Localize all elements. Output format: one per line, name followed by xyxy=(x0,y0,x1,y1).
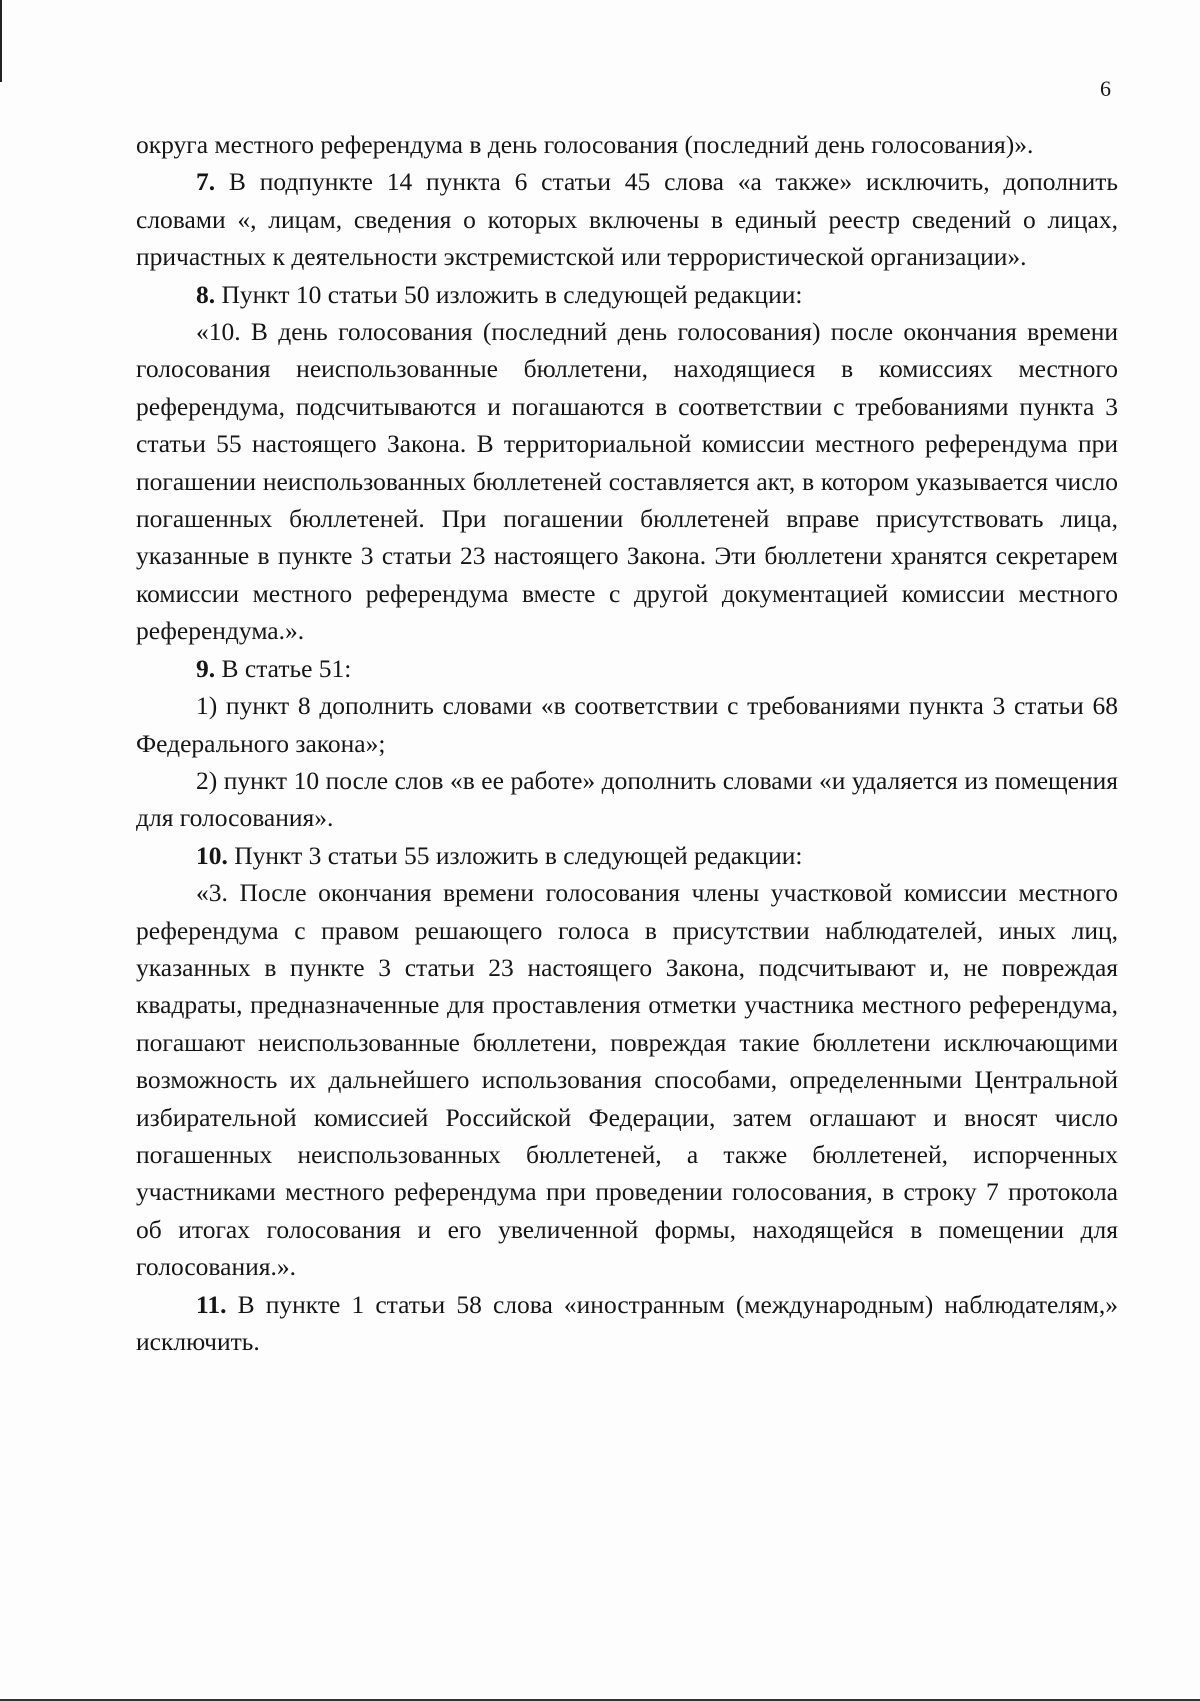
paragraph-text: В пункте 1 статьи 58 слова «иностранным (международным) наблюдателям,» исключить. xyxy=(136,1289,1118,1356)
paragraph-text: 1) пункт 8 дополнить словами «в соответствии с требованиями пункта 3 статьи 68 Федерального закона»; xyxy=(136,691,1118,758)
paragraph-item-8 xyxy=(136,276,1118,313)
paragraph-text: В подпункте 14 пункта 6 статьи 45 слова «а также» исключить, дополнить словами «, лицам, сведения о которых включены в единый реестр сведений о лицах, причастных к деятельности экстремистской или террористической организации». xyxy=(136,167,1118,272)
paragraph-number: 8. xyxy=(196,279,216,309)
paragraph-text: Пункт 10 статьи 50 изложить в следующей редакции: xyxy=(215,279,803,309)
scan-edge-left xyxy=(0,0,2,82)
paragraph-number: 9. xyxy=(196,653,216,683)
paragraph-text: «10. В день голосования (последний день голосования) после окончания времени голосования неиспользованные бюллетени, находящиеся в комиссиях местного референдума, подсчитываются и погашаются в соответствии с требованиями пункта 3 статьи 55 настоящего Закона. В территориальной комиссии местного референдума при погашении неиспользованных бюллетеней составляется акт, в котором указывается число погашенных бюллетеней. При погашении бюллетеней вправе присутствовать лица, указанные в пункте 3 статьи 23 настоящего Закона. Эти бюллетени хранятся секретарем комиссии местного референдума вместе с другой документацией комиссии местного референдума.». xyxy=(136,317,1118,646)
paragraph-text: «3. После окончания времени голосования члены участковой комиссии местного референдума с правом решающего голоса в присутствии наблюдателей, иных лиц, указанных в пункте 3 статьи 23 настоящего Закона, подсчитывают и, не повреждая квадраты, предназначенные для проставления отметки участника местного референдума, погашают неиспользованные бюллетени, повреждая такие бюллетени исключающими возможность их дальнейшего использования способами, определенными Центральной избирательной комиссией Российской Федерации, затем оглашают и вносят число погашенных неиспользованных бюллетеней, а также бюллетеней, испорченных участниками местного референдума при проведении голосования, в строку 7 протокола об итогах голосования и его увеличенной формы, находящейся в помещении для голосования.». xyxy=(136,878,1118,1282)
page-number: 6 xyxy=(1100,76,1111,101)
paragraph-number: 7. xyxy=(196,167,216,197)
paragraph-text: округа местного референдума в день голосования (последний день голосования)». xyxy=(136,130,1034,159)
paragraph-item-9 xyxy=(136,650,1118,687)
paragraph-number: 10. xyxy=(196,840,228,870)
paragraph-subitem-2 xyxy=(136,762,1118,837)
paragraph-continuation xyxy=(136,126,1118,163)
paragraph-item-7 xyxy=(136,163,1118,275)
paragraph-text: В статье 51: xyxy=(215,653,352,683)
paragraph-quoted-point-10 xyxy=(136,313,1118,650)
paragraph-subitem-1 xyxy=(136,687,1118,762)
paragraph-number: 11. xyxy=(196,1289,227,1319)
paragraph-quoted-point-3 xyxy=(136,874,1118,1285)
paragraph-text: 2) пункт 10 после слов «в ее работе» дополнить словами «и удаляется из помещения для голосования». xyxy=(136,765,1118,833)
paragraph-text: Пункт 3 статьи 55 изложить в следующей редакции: xyxy=(227,840,803,870)
paragraph-item-11 xyxy=(136,1286,1118,1361)
paragraph-item-10 xyxy=(136,837,1118,874)
document-body xyxy=(136,126,1118,1360)
